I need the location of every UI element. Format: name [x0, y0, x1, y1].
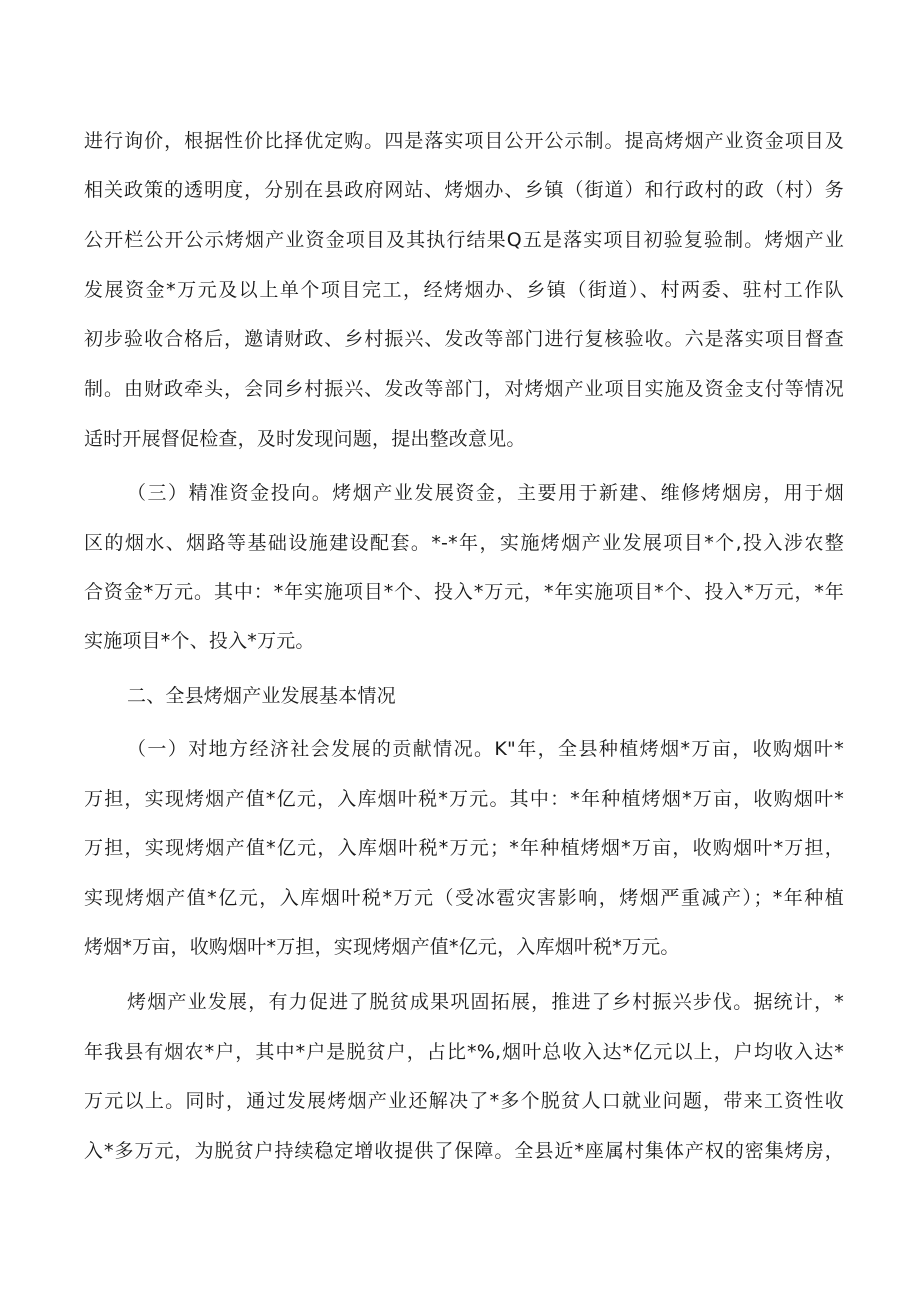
paragraph-line: 万担，实现烤烟产值*亿元，入库烟叶税*万元。其中：*年种植烤烟*万亩，收购烟叶* [84, 788, 844, 810]
paragraph-line: 烤烟*万亩，收购烟叶*万担，实现烤烟产值*亿元，入库烟叶税*万元。 [84, 936, 680, 958]
paragraph-line: 区的烟水、烟路等基础设施建设配套。*-*年，实施烤烟产业发展项目*个,投入涉农整 [84, 532, 844, 554]
paragraph-line: 相关政策的透明度，分别在县政府网站、烤烟办、乡镇（街道）和行政村的政（村）务 [84, 179, 844, 201]
paragraph-line: 发展资金*万元及以上单个项目完工，经烤烟办、乡镇（街道）、村两委、驻村工作队 [84, 279, 844, 301]
paragraph-line: 万元以上。同时，通过发展烤烟产业还解决了*多个脱贫人口就业问题，带来工资性收 [84, 1090, 844, 1112]
section-heading: 二、全县烤烟产业发展基本情况 [127, 685, 396, 707]
paragraph-line: 制。由财政牵头，会同乡村振兴、发改等部门，对烤烟产业项目实施及资金支付等情况 [84, 378, 844, 400]
paragraph-line: 合资金*万元。其中：*年实施项目*个、投入*万元，*年实施项目*个、投入*万元，*年 [84, 581, 844, 603]
paragraph-line: 实施项目*个、投入*万元。 [84, 630, 315, 652]
paragraph-line: 入*多万元，为脱贫户持续稳定增收提供了保障。全县近*座属村集体产权的密集烤房， [84, 1140, 844, 1162]
paragraph-line: 适时开展督促检查，及时发现问题，提出整改意见。 [84, 428, 526, 450]
paragraph-line: 年我县有烟农*户，其中*户是脱贫户，占比*%,烟叶总收入达*亿元以上，户均收入达* [84, 1041, 844, 1063]
section-heading-line: （三）精准资金投向。烤烟产业发展资金，主要用于新建、维修烤烟房，用于烟 [127, 482, 844, 504]
paragraph-line: 进行询价，根据性价比择优定购。四是落实项目公开公示制。提高烤烟产业资金项目及 [84, 130, 844, 152]
paragraph-line: 公开栏公开公示烤烟产业资金项目及其执行结果Q五是落实项目初验复验制。烤烟产业 [84, 229, 844, 251]
paragraph-line: 万担，实现烤烟产值*亿元，入库烟叶税*万元；*年种植烤烟*万亩，收购烟叶*万担， [84, 837, 844, 859]
paragraph-line: 实现烤烟产值*亿元，入库烟叶税*万元（受冰雹灾害影响，烤烟严重减产）；*年种植 [84, 887, 844, 909]
paragraph-line: 初步验收合格后，邀请财政、乡村振兴、发改等部门进行复核验收。六是落实项目督查 [84, 328, 844, 350]
paragraph-line: 烤烟产业发展，有力促进了脱贫成果巩固拓展，推进了乡村振兴步伐。据统计，* [127, 991, 844, 1013]
section-heading-line: （一）对地方经济社会发展的贡献情况。K"年，全县种植烤烟*万亩，收购烟叶* [127, 738, 844, 760]
